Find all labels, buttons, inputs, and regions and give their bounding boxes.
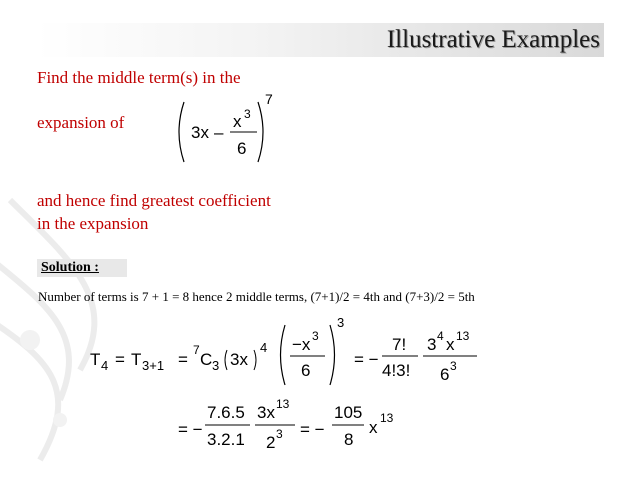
equals-minus-3: = − xyxy=(300,420,325,439)
right-paren xyxy=(258,102,263,162)
frac-right-paren xyxy=(330,325,335,385)
power-den-6-exponent: 3 xyxy=(450,359,457,373)
step2-num-1: 7.6.5 xyxy=(207,403,245,422)
base-right-paren xyxy=(254,350,256,370)
base-exponent: 4 xyxy=(260,340,268,355)
step2-den-3: 8 xyxy=(344,430,354,449)
t3plus1-subscript: 3+1 xyxy=(142,358,165,373)
step2-x-exponent: 13 xyxy=(380,411,394,425)
question-line-1: Find the middle term(s) in the xyxy=(37,68,241,87)
step2-x: x xyxy=(369,418,378,437)
slide-title: Illustrative Examples xyxy=(386,26,600,53)
solution-text: Number of terms is 7 + 1 = 8 hence 2 middle terms, (7+1)/2 = 4th and (7+3)/2 = 5th xyxy=(38,289,475,304)
step2-num-2-exponent: 13 xyxy=(276,397,290,411)
expansion-term: 3x xyxy=(191,123,209,142)
equation-step-2 xyxy=(178,397,394,452)
expansion-power: 7 xyxy=(265,91,273,107)
frac-numerator-exponent: 3 xyxy=(312,329,319,343)
power-num-3: 3 xyxy=(427,335,437,354)
equation-step-1 xyxy=(90,315,477,385)
base-3x: 3x xyxy=(230,350,248,369)
solution-label: Solution : xyxy=(41,260,99,275)
question-line-4: in the expansion xyxy=(37,214,149,233)
left-paren xyxy=(179,102,184,162)
frac-numerator: −x xyxy=(292,335,311,354)
question-line-3: and hence find greatest coefficient xyxy=(37,191,271,210)
frac-denominator: 6 xyxy=(301,361,311,380)
combination-subscript: 3 xyxy=(212,358,220,373)
combination-superscript: 7 xyxy=(193,343,200,357)
t3plus1-T: T xyxy=(131,350,142,369)
frac-left-paren xyxy=(281,325,286,385)
t4-subscript: 4 xyxy=(101,358,109,373)
combination-C: C xyxy=(200,350,213,369)
question-line-2: expansion of xyxy=(37,113,125,132)
step2-den-2: 2 xyxy=(266,433,276,452)
step2-num-3: 105 xyxy=(334,403,363,422)
expansion-numerator-exponent: 3 xyxy=(244,107,251,121)
equals-1: = xyxy=(115,350,125,369)
expansion-denominator: 6 xyxy=(237,139,247,158)
expansion-numerator: x xyxy=(233,112,242,131)
step2-den-2-exponent: 3 xyxy=(276,427,283,441)
base-left-paren xyxy=(225,350,227,370)
t4-T: T xyxy=(90,350,101,369)
power-num-x-exponent: 13 xyxy=(456,329,470,343)
equals-2: = xyxy=(178,350,188,369)
factorial-numerator: 7! xyxy=(392,335,407,354)
step2-den-1: 3.2.1 xyxy=(207,430,245,449)
power-den-6: 6 xyxy=(440,365,450,384)
power-num-3-exponent: 4 xyxy=(437,329,444,343)
step2-num-2: 3x xyxy=(257,403,275,422)
equals-minus-2: = − xyxy=(178,420,203,439)
expansion-expression xyxy=(179,91,273,162)
frac-power: 3 xyxy=(337,315,345,330)
equals-minus-1: = − xyxy=(354,350,379,369)
power-num-x: x xyxy=(446,335,455,354)
expansion-minus: – xyxy=(214,123,224,142)
factorial-denominator: 4!3! xyxy=(382,361,411,380)
